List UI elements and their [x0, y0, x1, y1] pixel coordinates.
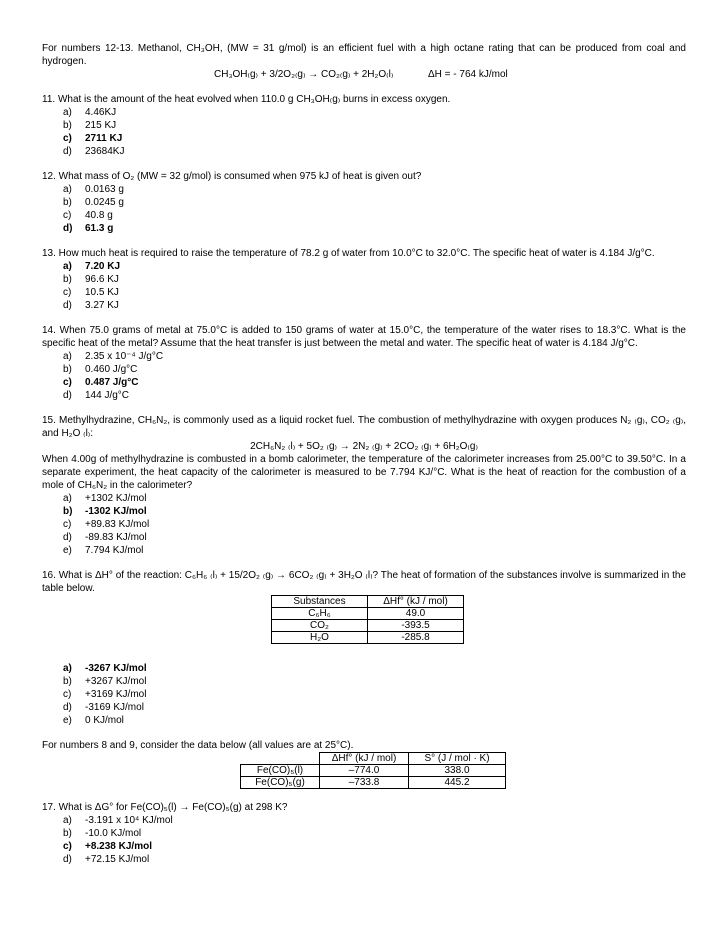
table-header: Substances — [272, 596, 368, 608]
table-cell: CO₂ — [272, 620, 368, 632]
table-cell: Fe(CO)₅(l) — [241, 765, 320, 777]
question-stem: 15. Methylhydrazine, CH₆N₂, is commonly used as a liquid rocket fuel. The combustion of methylhydrazine with oxygen produces N₂ ₍g₎, CO₂ ₍g₎, and H₂O ₍l₎: — [42, 415, 686, 439]
option-a[interactable]: a) 7.20 KJ — [63, 261, 121, 272]
option-b[interactable]: b) 96.6 KJ — [63, 274, 119, 285]
methanol-equation-line — [42, 68, 686, 81]
table-cell: Fe(CO)₅(g) — [241, 777, 320, 789]
table-cell: 49.0 — [368, 608, 464, 620]
option-b[interactable]: b) +3267 KJ/mol — [63, 676, 147, 687]
table-header: S° (J / mol · K) — [409, 753, 506, 765]
option-a[interactable]: a) +1302 KJ/mol — [63, 493, 147, 504]
question-stem: 13. How much heat is required to raise the temperature of 78.2 g of water from 10.0°C to 32.0°C. The specific heat of water is 4.184 J/g°C. — [42, 248, 655, 259]
option-d[interactable]: d) -89.83 KJ/mol — [63, 532, 147, 543]
question-stem: 11. What is the amount of the heat evolved when 110.0 g CH₃OH₍g₎ burns in excess oxygen. — [42, 94, 451, 105]
option-c[interactable]: c) +89.83 KJ/mol — [63, 519, 150, 530]
iron-pentacarbonyl-table — [240, 752, 506, 789]
option-a[interactable]: a) 0.0163 g — [63, 184, 124, 195]
question-stem-continued: When 4.00g of methylhydrazine is combusted in a bomb calorimeter, the temperature of the calorimeter increases from 25.00°C to 39.50°C. In a separate experiment, the heat capacity of the calorimeter is measured to be 7.794 KJ/°C. What is the heat of reaction for the combustion of a mole of CH₆N₂ in the calorimeter? — [42, 454, 686, 491]
table-cell: 338.0 — [409, 765, 506, 777]
option-b[interactable]: b) 215 KJ — [63, 120, 117, 131]
option-list — [42, 350, 686, 402]
table-row — [241, 777, 506, 789]
option-c[interactable]: c) +8.238 KJ/mol — [63, 841, 152, 852]
table-cell: C₆H₆ — [272, 608, 368, 620]
option-e[interactable]: e) 0 KJ/mol — [63, 715, 124, 726]
table-row — [272, 608, 464, 620]
option-list — [42, 260, 686, 312]
table-header: ΔHf° (kJ / mol) — [320, 753, 409, 765]
question-13 — [42, 247, 686, 312]
worksheet-page — [42, 42, 686, 866]
question-15 — [42, 414, 686, 557]
option-d[interactable]: d) 23684KJ — [63, 146, 125, 157]
option-d[interactable]: d) +72.15 KJ/mol — [63, 854, 150, 865]
table-cell: –774.0 — [320, 765, 409, 777]
option-c[interactable]: c) 10.5 KJ — [63, 287, 119, 298]
option-d[interactable]: d) 144 J/g°C — [63, 390, 130, 401]
question-stem: 14. When 75.0 grams of metal at 75.0°C is added to 150 grams of water at 15.0°C, the temperature of the water rises to 18.3°C. What is the specific heat of the metal? Assume that the heat transfer is just between the metal and water. The specific heat of water is 4.184 J/g°C. — [42, 325, 686, 349]
data-section-8-9 — [42, 739, 686, 789]
option-e[interactable]: e) 7.794 KJ/mol — [63, 545, 144, 556]
table-cell: –733.8 — [320, 777, 409, 789]
option-a[interactable]: a) 2.35 x 10⁻⁴ J/g°C — [63, 351, 164, 362]
option-list — [42, 814, 686, 866]
option-d[interactable]: d) 61.3 g — [63, 223, 114, 234]
question-16 — [42, 569, 686, 727]
table-row — [241, 765, 506, 777]
intro-8-9: For numbers 8 and 9, consider the data below (all values are at 25°C). — [42, 740, 354, 751]
methanol-combustion-equation: CH₃OH₍g₎ + 3/2O₂₍g₎ → CO₂₍g₎ + 2H₂O₍l₎ — [214, 69, 394, 80]
option-d[interactable]: d) 3.27 KJ — [63, 300, 119, 311]
question-stem: 17. What is ΔG° for Fe(CO)₅(l) → Fe(CO)₅(g) at 298 K? — [42, 802, 288, 813]
table-row — [272, 632, 464, 644]
question-17 — [42, 801, 686, 866]
methanol-enthalpy: ΔH = - 764 kJ/mol — [428, 69, 508, 80]
option-d[interactable]: d) -3169 KJ/mol — [63, 702, 144, 713]
intro-12-13: For numbers 12-13. Methanol, CH₃OH, (MW = 31 g/mol) is an efficient fuel with a high octane rating that can be produced from coal and hydrogen. — [42, 43, 686, 67]
option-a[interactable]: a) 4.46KJ — [63, 107, 117, 118]
table-cell: 445.2 — [409, 777, 506, 789]
question-stem: 12. What mass of O₂ (MW = 32 g/mol) is consumed when 975 kJ of heat is given out? — [42, 171, 422, 182]
option-b[interactable]: b) 0.460 J/g°C — [63, 364, 138, 375]
option-list — [42, 183, 686, 235]
option-b[interactable]: b) -1302 KJ/mol — [63, 506, 147, 517]
methylhydrazine-equation: 2CH₆N₂ ₍l₎ + 5O₂ ₍g₎ → 2N₂ ₍g₎ + 2CO₂ ₍g₎ + 6H₂O₍g₎ — [250, 441, 478, 452]
option-list — [42, 662, 686, 727]
table-cell: H₂O — [272, 632, 368, 644]
option-c[interactable]: c) 0.487 J/g°C — [63, 377, 139, 388]
option-list — [42, 492, 686, 557]
option-c[interactable]: c) 2711 KJ — [63, 133, 123, 144]
table-header: ΔHf° (kJ / mol) — [368, 596, 464, 608]
table-header — [241, 753, 320, 765]
option-a[interactable]: a) -3267 KJ/mol — [63, 663, 147, 674]
table-cell: -393.5 — [368, 620, 464, 632]
option-a[interactable]: a) -3.191 x 10⁴ KJ/mol — [63, 815, 173, 826]
table-header-row — [272, 596, 464, 608]
option-b[interactable]: b) 0.0245 g — [63, 197, 124, 208]
heat-of-formation-table — [271, 595, 464, 644]
question-14 — [42, 324, 686, 402]
question-stem: 16. What is ΔH° of the reaction: C₆H₆ ₍l₎ + 15/2O₂ ₍g₎ → 6CO₂ ₍g₎ + 3H₂O ₍l₎? The heat of formation of the substances involve is summarized in the table below. — [42, 570, 686, 594]
option-c[interactable]: c) +3169 KJ/mol — [63, 689, 147, 700]
question-11 — [42, 93, 686, 158]
table-cell: -285.8 — [368, 632, 464, 644]
option-b[interactable]: b) -10.0 KJ/mol — [63, 828, 142, 839]
option-c[interactable]: c) 40.8 g — [63, 210, 113, 221]
option-list — [42, 106, 686, 158]
table-row — [272, 620, 464, 632]
question-12 — [42, 170, 686, 235]
table-header-row — [241, 753, 506, 765]
